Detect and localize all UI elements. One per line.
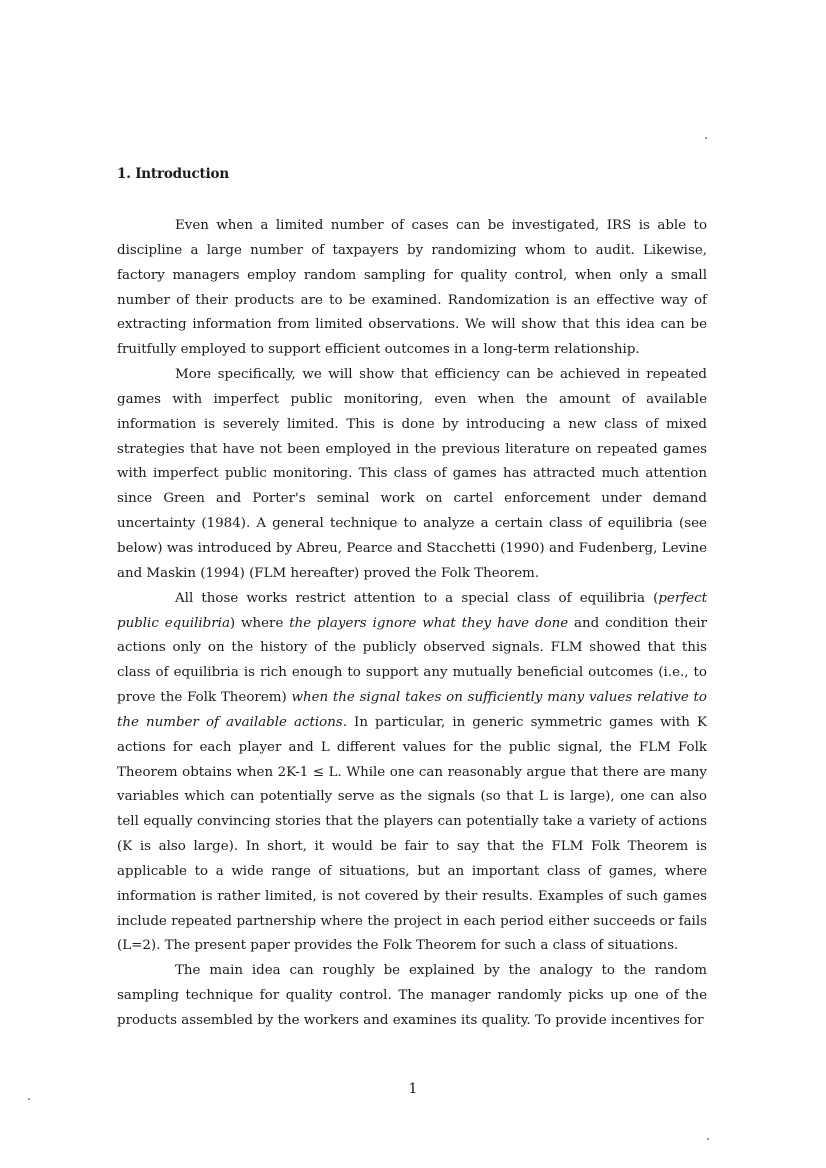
text-run: The main idea can roughly be explained by the analogy to the random sampling technique for quality control. The manager randomly picks up one of the products assembled by the workers and examines its quality. To provide incentives for (117, 963, 707, 1028)
body-text (117, 214, 707, 1034)
scan-speck (707, 1138, 709, 1140)
section-heading: 1. Introduction (117, 166, 229, 182)
text-run: In particular, in generic symmetric games with K actions for each player and L different values for the public signal, the FLM Folk Theorem obtains when 2K-1 ≤ L. While one can reasonably argue that there are many variables which can potentially serve as the signals (so that L is large), one can also tell equally convincing stories that the players can potentially take a variety of actions (K is also large). In short, it would be fair to say that the FLM Folk Theorem is applicable to a wide range of situations, but an important class of games, where information is rather limited, is not covered by their results. Examples of such games include repeated partnership where the project in each period either succeeds or fails (L=2). The present paper provides the Folk Theorem for such a class of situations. (117, 714, 707, 954)
paragraph (117, 587, 707, 960)
scan-speck (705, 137, 707, 139)
italic-text: when the signal takes on sufficiently many values relative to the number of available actions. (117, 690, 707, 730)
italic-text: the players ignore what they have done (289, 615, 569, 631)
scan-speck (28, 1098, 30, 1100)
text-run: and condition their actions only on the history of the publicly observed signals. FLM showed that this class of equilibria is rich enough to support any mutually beneficial outcomes (i.e., to prove the Folk Theorem) (117, 615, 707, 706)
italic-text: perfect public equilibria (117, 590, 707, 631)
text-run: Even when a limited number of cases can be investigated, IRS is able to discipline a large number of taxpayers by randomizing whom to audit. Likewise, factory managers employ random sampling for quality control, when only a small number of their products are to be examined. Randomization is an effective way of extracting information from limited observations. We will show that this idea can be fruitfully employed to support efficient outcomes in a long-term relationship. (117, 218, 707, 358)
paragraph (117, 363, 707, 587)
text-run: More specifically, we will show that efficiency can be achieved in repeated games with imperfect public monitoring, even when the amount of available information is severely limited. This is done by introducing a new class of mixed strategies that have not been employed in the previous literature on repeated games with imperfect public monitoring. This class of games has attracted much attention since Green and Porter's seminal work on cartel enforcement under demand uncertainty (1984). A general technique to analyze a certain class of equilibria (see below) was introduced by Abreu, Pearce and Stacchetti (1990) and Fudenberg, Levine and Maskin (1994) (FLM hereafter) proved the Folk Theorem. (117, 367, 707, 581)
text-run: ) where (229, 615, 290, 631)
page-number: 1 (408, 1081, 418, 1097)
paragraph (117, 214, 707, 363)
text-run: All those works restrict attention to a special class of equilibria ( (175, 590, 659, 606)
paragraph (117, 959, 707, 1034)
